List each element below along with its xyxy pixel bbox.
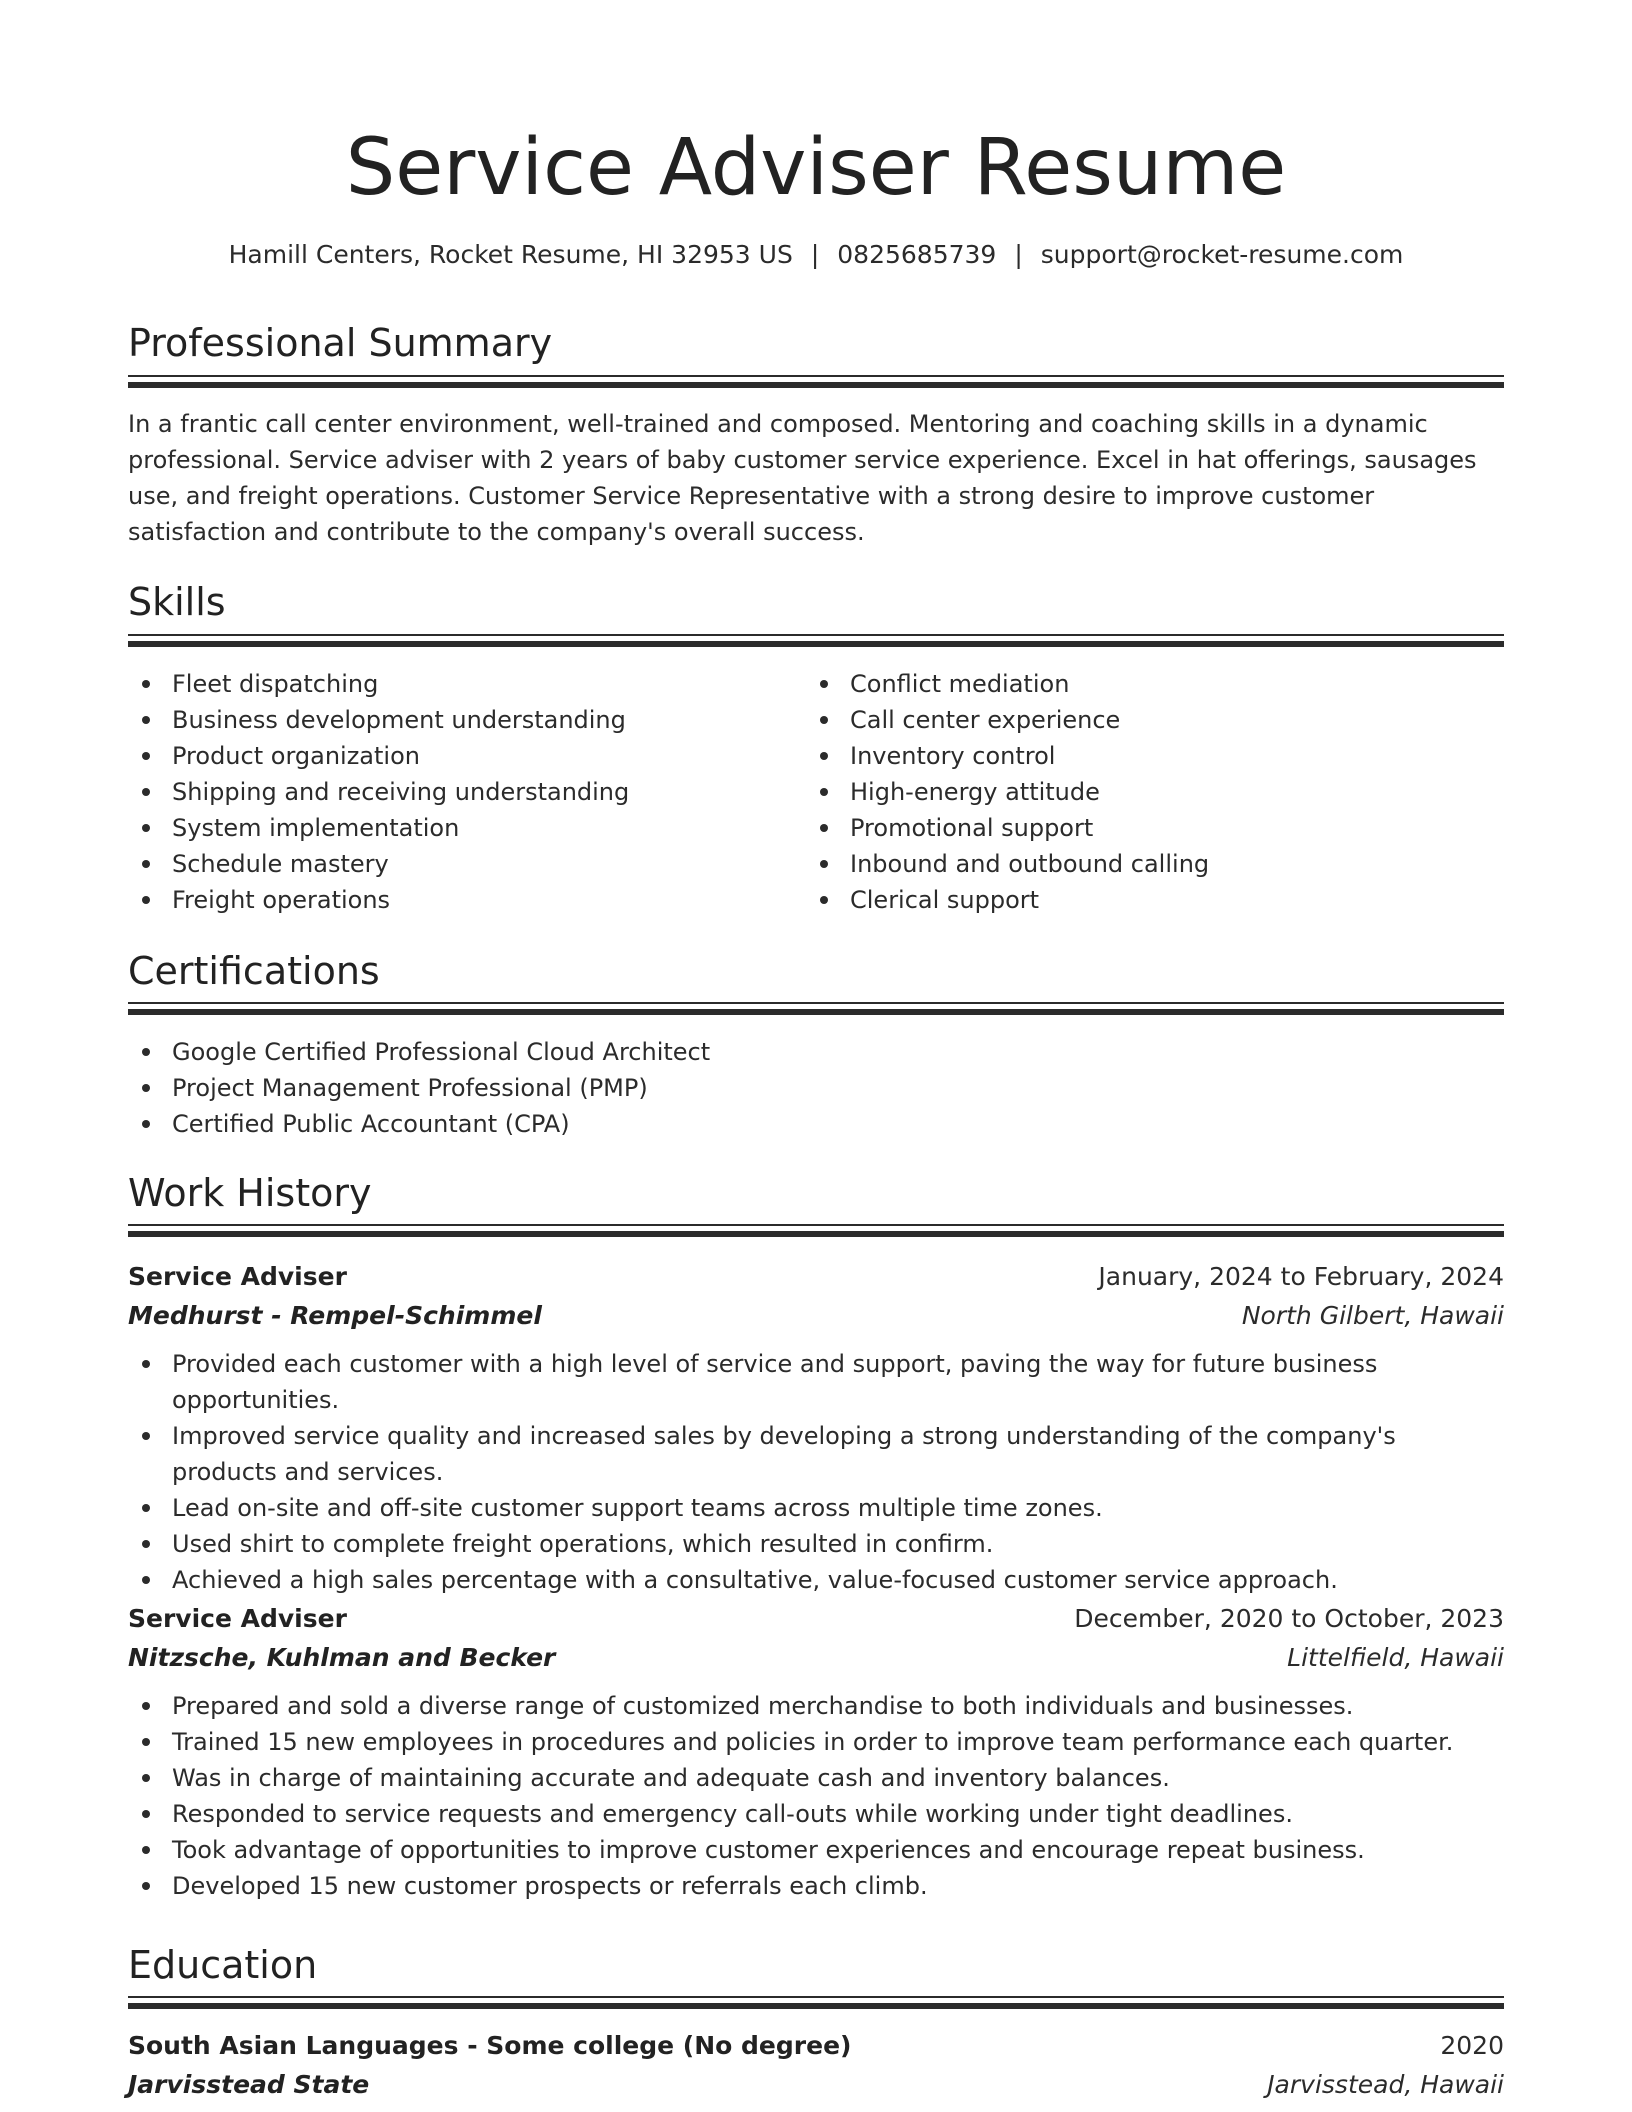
skill-item: Clerical support xyxy=(806,882,1484,918)
skill-item: Inventory control xyxy=(806,738,1484,774)
contact-phone[interactable]: 0825685739 xyxy=(837,240,997,269)
job-bullet: Provided each customer with a high level of service and support, paving the way for future business opportunities. xyxy=(128,1346,1504,1418)
skill-item: Business development understanding xyxy=(128,702,806,738)
certification-item: Project Management Professional (PMP) xyxy=(128,1070,1504,1106)
job-entry xyxy=(128,1258,1504,1598)
contact-email[interactable]: support@rocket-resume.com xyxy=(1040,240,1404,269)
education-section xyxy=(128,1940,1504,1990)
skills-column-left xyxy=(128,666,806,918)
skill-item: Inbound and outbound calling xyxy=(806,846,1484,882)
job-subheader xyxy=(128,1638,1504,1678)
education-entry xyxy=(128,2027,1504,2105)
summary-heading: Professional Summary xyxy=(128,321,553,365)
job-bullet: Took advantage of opportunities to improve customer experiences and encourage repeat business. xyxy=(128,1832,1504,1868)
job-role: Service Adviser xyxy=(128,1604,347,1633)
job-bullet: Lead on-site and off-site customer support teams across multiple time zones. xyxy=(128,1490,1504,1526)
contact-line xyxy=(128,238,1504,272)
skill-item: Freight operations xyxy=(128,882,806,918)
job-bullet: Was in charge of maintaining accurate and adequate cash and inventory balances. xyxy=(128,1760,1504,1796)
job-role: Service Adviser xyxy=(128,1262,347,1291)
certification-item: Google Certified Professional Cloud Architect xyxy=(128,1034,1504,1070)
job-bullet: Improved service quality and increased sales by developing a strong understanding of the company's products and services. xyxy=(128,1418,1504,1490)
resume-title: Service Adviser Resume xyxy=(345,123,1287,213)
skills-columns xyxy=(128,666,1504,918)
skill-item: Schedule mastery xyxy=(128,846,806,882)
job-company: Nitzsche, Kuhlman and Becker xyxy=(128,1643,556,1672)
job-dates: December, 2020 to October, 2023 xyxy=(1074,1604,1504,1633)
contact-separator: | xyxy=(810,240,820,269)
job-company: Medhurst - Rempel-Schimmel xyxy=(128,1301,542,1330)
job-bullet: Responded to service requests and emergency call-outs while working under tight deadlines. xyxy=(128,1796,1504,1832)
job-dates: January, 2024 to February, 2024 xyxy=(1098,1262,1504,1291)
job-bullet: Trained 15 new employees in procedures and policies in order to improve team performance each quarter. xyxy=(128,1724,1504,1760)
certifications-body xyxy=(128,1034,1504,1142)
job-subheader xyxy=(128,1296,1504,1336)
education-header xyxy=(128,2027,1504,2065)
job-bullet: Prepared and sold a diverse range of customized merchandise to both individuals and businesses. xyxy=(128,1688,1504,1724)
skill-item: Conflict mediation xyxy=(806,666,1484,702)
work-section xyxy=(128,1168,1504,1218)
certifications-heading: Certifications xyxy=(128,949,380,993)
job-bullet: Achieved a high sales percentage with a consultative, value-focused customer service approach. xyxy=(128,1562,1504,1598)
education-year: 2020 xyxy=(1440,2031,1504,2060)
work-divider xyxy=(128,1224,1504,1237)
summary-divider xyxy=(128,375,1504,388)
summary-text: In a frantic call center environment, well-trained and composed. Mentoring and coaching skills in a dynamic professional. Service adviser with 2 years of baby customer service experience. Excel in hat offerings, sausages use, and freight operations. Customer Service Representative with a strong desire to improve customer satisfaction and contribute to the company's overall success. xyxy=(128,410,1477,546)
skill-item: High-energy attitude xyxy=(806,774,1484,810)
job-location: Littelfield, Hawaii xyxy=(1287,1643,1504,1672)
certifications-divider xyxy=(128,1002,1504,1015)
job-header xyxy=(128,1258,1504,1296)
summary-section xyxy=(128,318,1504,368)
job-header xyxy=(128,1600,1504,1638)
summary-body xyxy=(128,406,1504,550)
education-heading: Education xyxy=(128,1943,318,1987)
education-school: Jarvisstead State xyxy=(128,2070,370,2099)
skills-section xyxy=(128,577,1504,627)
skill-item: Product organization xyxy=(128,738,806,774)
job-entry xyxy=(128,1600,1504,1904)
contact-address: Hamill Centers, Rocket Resume, HI 32953 US xyxy=(228,240,793,269)
contact-separator: | xyxy=(1014,240,1023,269)
certification-item: Certified Public Accountant (CPA) xyxy=(128,1106,1504,1142)
job-bullets xyxy=(128,1346,1504,1598)
job-bullets xyxy=(128,1688,1504,1904)
work-heading: Work History xyxy=(128,1171,372,1215)
skill-item: System implementation xyxy=(128,810,806,846)
skills-heading: Skills xyxy=(128,580,226,624)
skill-item: Fleet dispatching xyxy=(128,666,806,702)
skill-item: Call center experience xyxy=(806,702,1484,738)
skill-item: Shipping and receiving understanding xyxy=(128,774,806,810)
education-subheader xyxy=(128,2065,1504,2105)
job-bullet: Developed 15 new customer prospects or referrals each climb. xyxy=(128,1868,1504,1904)
job-bullet: Used shirt to complete freight operations, which resulted in confirm. xyxy=(128,1526,1504,1562)
certifications-section xyxy=(128,946,1504,996)
skill-item: Promotional support xyxy=(806,810,1484,846)
education-divider xyxy=(128,1996,1504,2009)
education-location: Jarvisstead, Hawaii xyxy=(1267,2070,1504,2099)
education-degree: South Asian Languages - Some college (No degree) xyxy=(128,2031,852,2060)
skills-column-right xyxy=(806,666,1484,918)
skills-divider xyxy=(128,634,1504,647)
job-location: North Gilbert, Hawaii xyxy=(1241,1301,1504,1330)
